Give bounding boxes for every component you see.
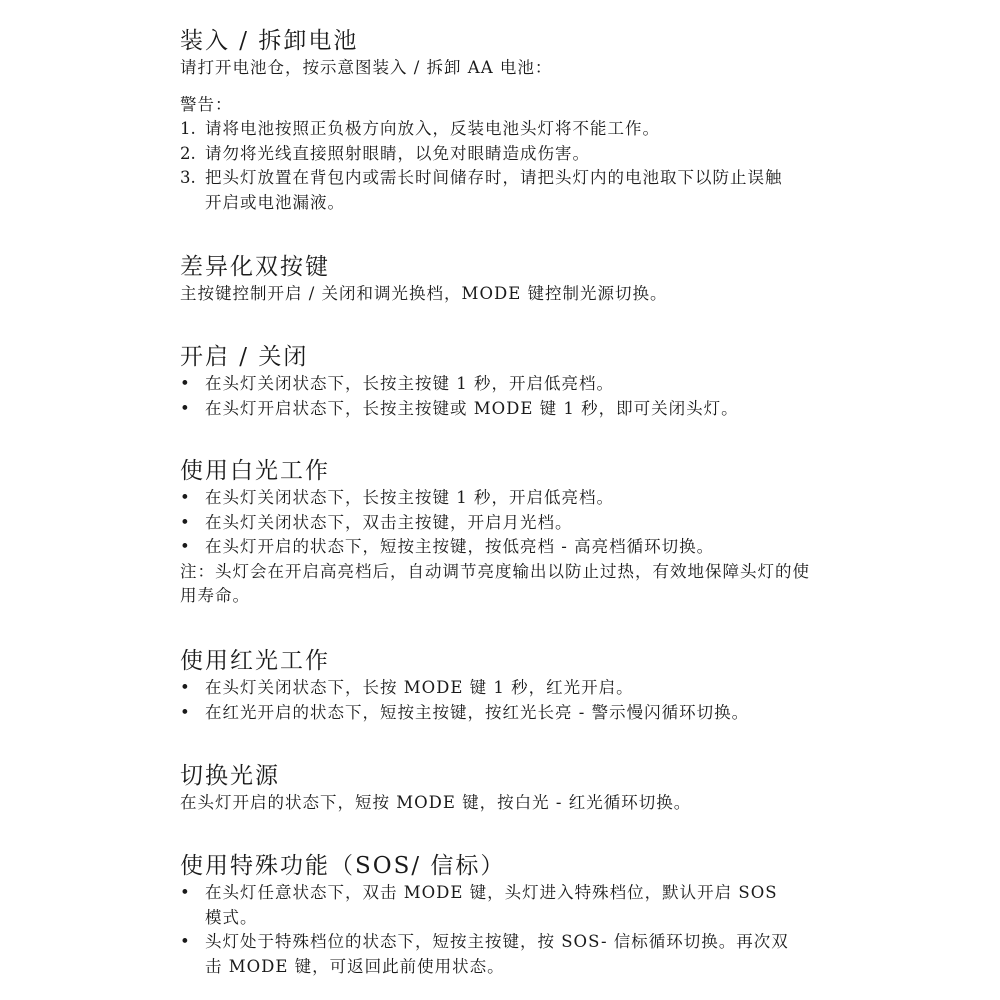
section-dual-buttons — [180, 252, 668, 307]
list-item — [180, 535, 820, 560]
list-item-text: 在头灯关闭状态下，长按 MODE 键 1 秒，红光开启。 — [205, 678, 634, 697]
list-item-text: 在头灯关闭状态下，长按主按键 1 秒，开启低亮档。 — [205, 374, 614, 393]
list-item-text: 在头灯任意状态下，双击 MODE 键，头灯进入特殊档位，默认开启 SOS 模式。 — [205, 883, 778, 927]
list-item-text: 在红光开启的状态下，短按主按键，按红光长亮 - 警示慢闪循环切换。 — [205, 702, 750, 722]
section-red-light — [180, 646, 749, 725]
bullet-list — [180, 372, 739, 421]
section-title: 使用白光工作 — [180, 458, 330, 484]
list-item — [180, 701, 749, 726]
list-item — [180, 486, 820, 511]
section-special-functions — [180, 851, 805, 979]
bullet-icon: • — [180, 488, 190, 507]
list-item-text: 在头灯关闭状态下，长按主按键 1 秒，开启低亮档。 — [205, 488, 614, 507]
list-item-text: 在头灯关闭状态下，双击主按键，开启月光档。 — [205, 512, 573, 532]
warning-text: 请勿将光线直接照射眼睛，以免对眼睛造成伤害。 — [205, 143, 590, 163]
warning-text: 把头灯放置在背包内或需长时间储存时，请把头灯内的电池取下以防止误触开启或电池漏液。 — [205, 168, 783, 212]
warning-list — [180, 117, 795, 215]
list-item — [180, 397, 739, 422]
section-title: 切换光源 — [180, 763, 280, 789]
section-title: 装入 / 拆卸电池 — [180, 28, 359, 54]
bullet-icon: • — [180, 512, 190, 532]
list-item-text: 头灯处于特殊档位的状态下，短按主按键，按 SOS- 信标循环切换。再次双击 MODE 键，可返回此前使用状态。 — [205, 932, 789, 976]
list-item — [180, 881, 805, 930]
section-note: 注：头灯会在开启高亮档后，自动调节亮度输出以防止过热，有效地保障头灯的使用寿命。 — [180, 561, 810, 605]
bullet-icon: • — [180, 678, 190, 697]
section-on-off — [180, 342, 739, 421]
warning-number: 2. — [180, 143, 196, 163]
bullet-icon: • — [180, 537, 190, 556]
list-item-text: 在头灯开启状态下，长按主按键或 MODE 键 1 秒，即可关闭头灯。 — [205, 398, 739, 418]
list-item — [180, 676, 749, 701]
section-switch-source — [180, 761, 691, 816]
section-title: 使用红光工作 — [180, 648, 330, 674]
section-title: 差异化双按键 — [180, 254, 330, 280]
section-install-battery — [180, 26, 795, 215]
bullet-list — [180, 881, 805, 979]
section-text: 在头灯开启的状态下，短按 MODE 键，按白光 - 红光循环切换。 — [180, 793, 692, 812]
warning-label: 警告： — [180, 94, 233, 114]
bullet-icon: • — [180, 398, 190, 418]
section-title: 使用特殊功能（SOS/ 信标） — [180, 853, 506, 879]
warning-number: 3. — [180, 168, 196, 187]
warning-text: 请将电池按照正负极方向放入，反装电池头灯将不能工作。 — [205, 119, 660, 138]
warning-item — [180, 166, 795, 215]
section-intro: 请打开电池仓，按示意图装入 / 拆卸 AA 电池： — [180, 58, 553, 77]
list-item — [180, 372, 739, 397]
section-white-light — [180, 456, 820, 609]
bullet-icon: • — [180, 883, 190, 902]
warning-item — [180, 117, 795, 142]
list-item — [180, 930, 805, 979]
bullet-icon: • — [180, 702, 190, 722]
bullet-list — [180, 486, 820, 560]
warning-item — [180, 142, 795, 167]
section-title: 开启 / 关闭 — [180, 344, 309, 370]
bullet-icon: • — [180, 932, 190, 951]
warning-number: 1. — [180, 119, 196, 138]
section-text: 主按键控制开启 / 关闭和调光换档，MODE 键控制光源切换。 — [180, 284, 668, 303]
list-item-text: 在头灯开启的状态下，短按主按键，按低亮档 - 高亮档循环切换。 — [205, 537, 715, 556]
bullet-icon: • — [180, 374, 190, 393]
list-item — [180, 511, 820, 536]
bullet-list — [180, 676, 749, 725]
